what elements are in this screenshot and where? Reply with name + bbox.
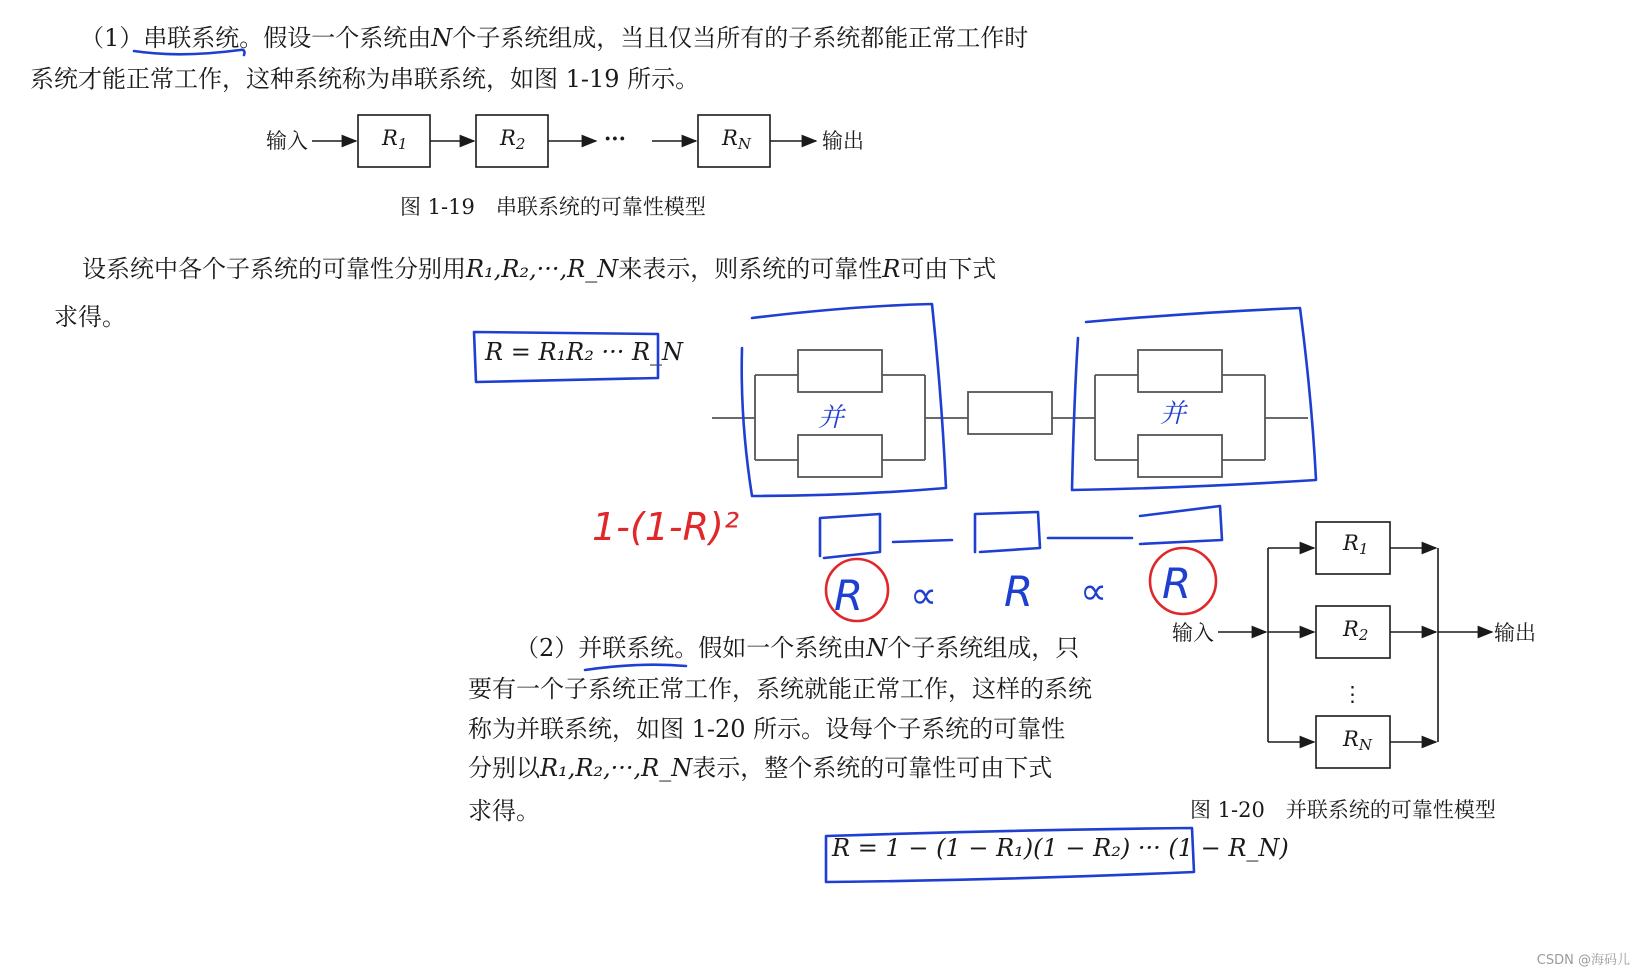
fig20-diagram — [1218, 522, 1492, 768]
mark-parallel-right: 并 — [1160, 399, 1187, 429]
fig19-caption: 图 1-19 串联系统的可靠性模型 — [400, 195, 706, 219]
mixed-box-b2 — [1138, 435, 1222, 477]
chain-alpha-2: ∝ — [1080, 569, 1108, 613]
fig19-output-label: 输出 — [822, 129, 864, 153]
fig20-box1-label: $R_1$ — [1343, 531, 1369, 558]
fig20-caption: 图 1-20 并联系统的可靠性模型 — [1190, 798, 1496, 822]
fig20-box2-label: $R_2$ — [1343, 617, 1369, 644]
fig19-box-1 — [358, 115, 430, 167]
fig19-input-label: 输入 — [266, 129, 308, 153]
fig19-box2-label: $R_2$ — [500, 126, 526, 153]
fig20-box-1 — [1316, 522, 1390, 574]
chain-box-1 — [820, 514, 880, 558]
para1-line2: 系统才能正常工作，这种系统称为串联系统，如图 1-19 所示。 — [30, 65, 700, 93]
para1-term-series: 串联系统 — [143, 24, 240, 52]
fig20-output-label: 输出 — [1494, 621, 1536, 645]
fig19-box3-label: $R_N$ — [722, 126, 751, 153]
chain-box-3 — [1140, 506, 1222, 544]
para1-text-a: 。假设一个系统由 — [239, 24, 432, 52]
mixed-box-mid — [968, 392, 1052, 434]
para3-term-parallel: 并联系统 — [578, 634, 675, 662]
mark-parallel-left: 并 — [818, 403, 845, 433]
para1-text-b: 个子系统组成，当且仅当所有的子系统都能正常工作时 — [452, 24, 1029, 52]
underline-series — [134, 50, 245, 55]
underline-parallel — [585, 665, 686, 670]
chain-box-2 — [975, 512, 1040, 552]
fig19-box-n — [698, 115, 770, 167]
fig20-input-label: 输入 — [1172, 621, 1214, 645]
para3-line1: （2）并联系统。假如一个系统由N个子系统组成，只 — [515, 634, 1080, 662]
fig19-box1-label: $R_1$ — [382, 126, 408, 153]
fig20-box-n — [1316, 716, 1390, 768]
fig19-diagram — [312, 115, 816, 167]
para1-var-n: N — [431, 24, 453, 52]
fig20-box3-label: $R_N$ — [1343, 727, 1372, 754]
para1-prefix: （1） — [80, 24, 144, 52]
para3-line4: 分别以R₁,R₂,···,R_N表示，整个系统的可靠性可由下式 — [468, 754, 1053, 782]
box-series-formula — [474, 332, 658, 382]
formula-parallel: R = 1 − (1 − R₁)(1 − R₂) ··· (1 − R_N) — [832, 834, 1289, 862]
chain-dash-1 — [893, 540, 952, 542]
watermark: CSDN @海码儿 — [1536, 953, 1630, 968]
para3-line3: 称为并联系统，如图 1-20 所示。设每个子系统的可靠性 — [468, 715, 1066, 743]
fig20-vdots: ⋮ — [1342, 682, 1363, 706]
para2-line1: 设系统中各个子系统的可靠性分别用R₁,R₂,···,R_N来表示，则系统的可靠性R可由下式 — [82, 255, 997, 283]
chain-alpha-1: ∝ — [910, 573, 938, 617]
mixed-box-a2 — [798, 435, 882, 477]
para3-line2: 要有一个子系统正常工作，系统就能正常工作，这样的系统 — [468, 675, 1092, 703]
chain-r-3: R — [1162, 559, 1192, 608]
box-parallel-formula — [826, 828, 1194, 882]
mixed-box-b1 — [1138, 350, 1222, 392]
para2-vars: R₁,R₂,···,R_N — [466, 255, 619, 283]
para3-line5: 求得。 — [468, 797, 540, 825]
mixed-system-diagram — [712, 350, 1308, 477]
para2-line2: 求得。 — [54, 303, 126, 331]
fig20-box-2 — [1316, 606, 1390, 658]
fig19-ellipsis: ··· — [604, 126, 626, 151]
chain-r-1: R — [834, 571, 864, 620]
chain-r-2: R — [1004, 567, 1034, 616]
fig19-box-2 — [476, 115, 548, 167]
red-formula: 1-(1-R)² — [592, 505, 740, 549]
mixed-box-a1 — [798, 350, 882, 392]
formula-series: R = R₁R₂ ··· R_N — [485, 338, 684, 366]
